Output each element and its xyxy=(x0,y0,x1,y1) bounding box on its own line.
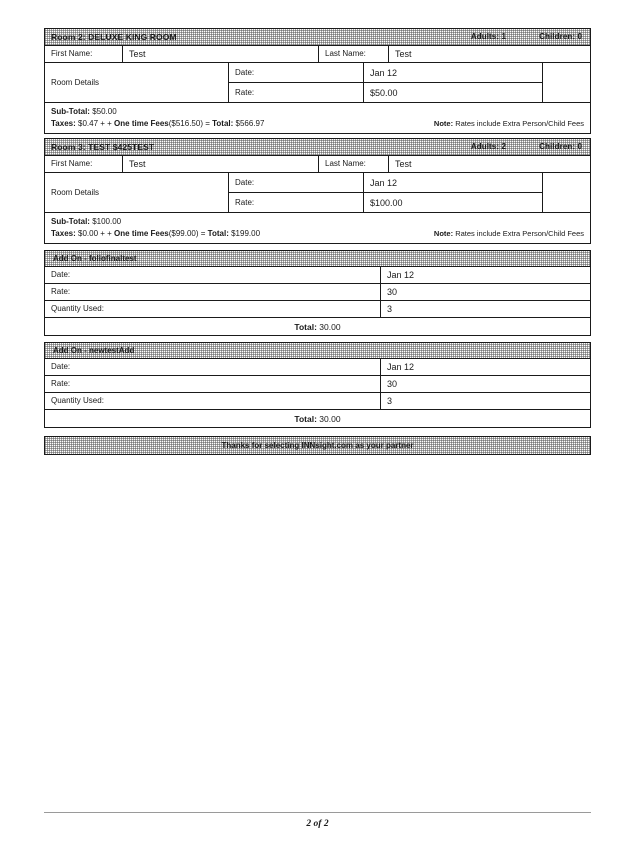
room-total-value: $199.00 xyxy=(231,228,261,238)
addon-rate-label: Rate: xyxy=(45,376,381,392)
thanks-banner xyxy=(44,436,591,455)
room-header-spacer xyxy=(160,139,426,155)
addon-quantity-label: Quantity Used: xyxy=(45,301,381,317)
room-title: Room 3: TEST $425TEST xyxy=(51,142,155,152)
room-taxes-label: Taxes: xyxy=(51,228,76,238)
room-note xyxy=(434,118,584,130)
room-block xyxy=(44,28,591,134)
room-subtotal-line xyxy=(51,216,434,228)
room-totals-left xyxy=(51,106,434,129)
addon-total-value: 30.00 xyxy=(319,321,341,332)
addon-rate-value: 30 xyxy=(387,379,398,389)
room-taxes-line xyxy=(51,118,434,130)
room-block xyxy=(44,138,591,244)
addon-total xyxy=(45,410,590,427)
room-taxes-value: $0.00 + + xyxy=(78,228,112,238)
room-fees-value: ($516.50) = xyxy=(168,118,210,128)
room-taxes-line xyxy=(51,228,434,240)
room-totals-row xyxy=(45,102,590,133)
room-subtotal-line xyxy=(51,106,434,118)
guest-name-row xyxy=(45,156,590,173)
room-children: Children: 0 xyxy=(539,32,582,41)
addon-header-row xyxy=(45,251,590,267)
room-adults: Adults: 2 xyxy=(470,142,506,151)
room-rate-value: $50.00 xyxy=(370,87,398,98)
room-details-empty-cell xyxy=(542,173,590,212)
room-subtotal-label: Sub-Total: xyxy=(51,107,90,116)
room-taxes-label: Taxes: xyxy=(51,118,76,128)
addon-rate-row xyxy=(45,284,590,301)
first-name-label: First Name: xyxy=(45,156,123,172)
addon-date-row xyxy=(45,267,590,284)
room-header-spacer xyxy=(183,29,426,45)
first-name-value: Test xyxy=(123,46,319,62)
room-details-label: Room Details xyxy=(45,173,229,212)
room-header-row xyxy=(45,29,590,46)
room-total-label: Total: xyxy=(212,118,234,128)
first-name-label: First Name: xyxy=(45,46,123,62)
room-children: Children: 0 xyxy=(539,142,582,151)
page-footer xyxy=(44,812,591,831)
page-number: 2 of 2 xyxy=(306,819,329,829)
room-details-stack xyxy=(229,63,542,102)
room-taxes-value: $0.47 + + xyxy=(78,118,112,128)
room-fees-label: One time Fees xyxy=(114,228,169,238)
room-date-row xyxy=(229,173,542,193)
room-rate-label: Rate: xyxy=(229,193,364,212)
addon-total-row xyxy=(45,318,590,335)
addon-title: Add On - foliofinaltest xyxy=(53,253,137,263)
room-adults: Adults: 1 xyxy=(470,32,506,41)
addon-quantity-value: 3 xyxy=(387,396,393,406)
room-note-value: Rates include Extra Person/Child Fees xyxy=(455,118,584,128)
addon-rate-row xyxy=(45,376,590,393)
addon-title: Add On - newtestAdd xyxy=(53,345,135,355)
room-total-label: Total: xyxy=(207,228,229,238)
guest-name-row xyxy=(45,46,590,63)
room-rate-row xyxy=(229,83,542,102)
room-fees-value: ($99.00) = xyxy=(168,228,206,238)
room-header-row xyxy=(45,139,590,156)
room-subtotal-value: $50.00 xyxy=(92,107,117,116)
addon-quantity-label: Quantity Used: xyxy=(45,393,381,409)
room-totals-left xyxy=(51,216,434,239)
addon-date-label: Date: xyxy=(45,267,381,283)
room-note-value: Rates include Extra Person/Child Fees xyxy=(455,228,584,238)
addon-total-value: 30.00 xyxy=(319,413,341,424)
room-total-value: $566.97 xyxy=(235,118,265,128)
room-details-row xyxy=(45,63,590,102)
addon-header-row xyxy=(45,343,590,359)
room-date-row xyxy=(229,63,542,83)
addon-quantity-value: 3 xyxy=(387,304,393,314)
addon-date-value: Jan 12 xyxy=(387,362,415,372)
room-rate-value: $100.00 xyxy=(370,197,403,208)
room-date-label: Date: xyxy=(229,173,364,192)
room-title: Room 2: DELUXE KING ROOM xyxy=(51,32,177,42)
room-note-label: Note: xyxy=(433,118,454,128)
addon-date-label: Date: xyxy=(45,359,381,375)
room-subtotal-value: $100.00 xyxy=(92,217,122,226)
thanks-banner-text: Thanks for selecting INNsight.com as your partner xyxy=(221,441,414,450)
room-details-empty-cell xyxy=(542,63,590,102)
addon-block xyxy=(44,342,591,428)
room-rate-label: Rate: xyxy=(229,83,364,102)
last-name-label: Last Name: xyxy=(319,46,389,62)
addon-rate-label: Rate: xyxy=(45,284,381,300)
room-date-value: Jan 12 xyxy=(370,67,398,78)
last-name-label: Last Name: xyxy=(319,156,389,172)
room-fees-label: One time Fees xyxy=(114,118,169,128)
room-note-label: Note: xyxy=(433,228,454,238)
addon-rate-value: 30 xyxy=(387,287,398,297)
room-details-stack xyxy=(229,173,542,212)
room-totals-row xyxy=(45,212,590,243)
room-note xyxy=(434,228,584,240)
room-subtotal-label: Sub-Total: xyxy=(51,217,90,226)
addon-total-row xyxy=(45,410,590,427)
addon-total xyxy=(45,318,590,335)
last-name-value: Test xyxy=(395,159,412,169)
addon-quantity-row xyxy=(45,301,590,318)
room-details-label: Room Details xyxy=(45,63,229,102)
room-date-value: Jan 12 xyxy=(370,177,398,188)
addon-date-value: Jan 12 xyxy=(387,270,415,280)
room-rate-row xyxy=(229,193,542,212)
room-details-row xyxy=(45,173,590,212)
addon-date-row xyxy=(45,359,590,376)
last-name-value: Test xyxy=(395,49,412,59)
addon-total-label: Total: xyxy=(294,321,317,332)
addon-quantity-row xyxy=(45,393,590,410)
first-name-value: Test xyxy=(123,156,319,172)
addon-total-label: Total: xyxy=(294,413,317,424)
addon-block xyxy=(44,250,591,336)
folio-content xyxy=(44,28,591,455)
room-date-label: Date: xyxy=(229,63,364,82)
